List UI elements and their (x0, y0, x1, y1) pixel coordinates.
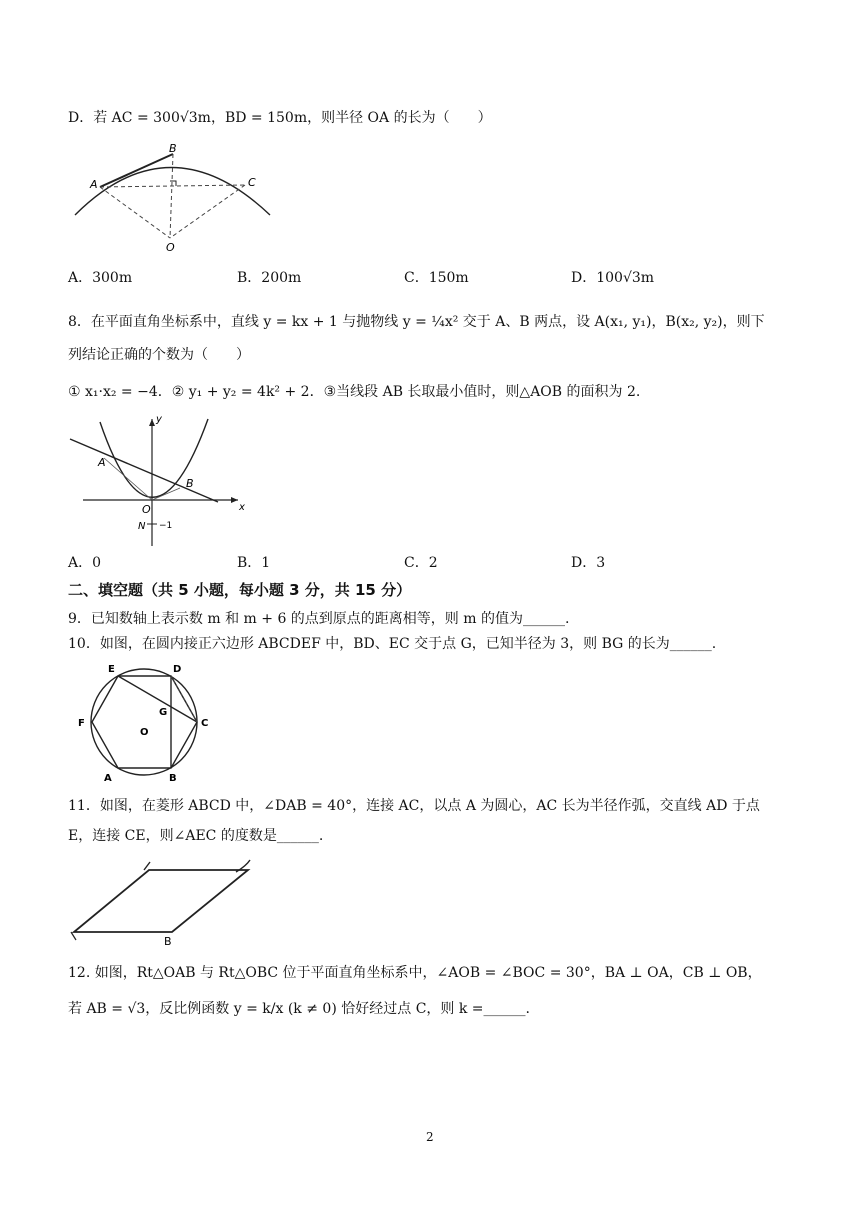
q10-label-d: D (173, 664, 182, 675)
q12-line2: 若 AB = √3，反比例函数 y = k/x (k ≠ 0) 恰好经过点 C，则 k =______. (68, 1001, 530, 1017)
q8-label-o: O (142, 503, 151, 516)
q10-label-o: O (140, 727, 149, 738)
q12-line1: 12. 如图，Rt△OAB 与 Rt△OBC 位于平面直角坐标系中，∠AOB = ∠BOC = 30°，BA ⊥ OA，CB ⊥ OB， (68, 965, 762, 981)
q8-figure (68, 414, 248, 549)
q11-label-b: B (164, 935, 172, 947)
q10-label-b: B (169, 773, 177, 784)
q10-figure (70, 660, 220, 785)
q11-line2: E，连接 CE，则∠AEC 的度数是______. (68, 828, 324, 844)
q7-label-b: B (169, 142, 177, 155)
q8-label-n: N (138, 521, 146, 532)
q11-figure (68, 852, 258, 947)
q8-line2: 列结论正确的个数为（ ） (68, 347, 250, 363)
q7-figure (70, 140, 280, 255)
q8-line3: ① x₁·x₂ = −4．② y₁ + y₂ = 4k² + 2．③当线段 AB 长取最小值时，则△AOB 的面积为 2. (68, 384, 641, 400)
q8-label-x: x (239, 502, 245, 513)
q8-option-d: D．3 (571, 555, 606, 571)
q7-option-d: D．100√3m (571, 270, 655, 286)
q7-label-a: A (90, 178, 98, 191)
q8-line1: 8．在平面直角坐标系中，直线 y = kx + 1 与抛物线 y = ¼x² 交于 A、B 两点，设 A(x₁, y₁)，B(x₂, y₂)，则下 (68, 314, 765, 330)
q10-label-f: F (78, 718, 85, 729)
q8-label-a: A (98, 456, 106, 469)
q7-option-c: C．150m (404, 270, 469, 286)
page-number: 2 (426, 1130, 434, 1144)
q10-label-a: A (104, 773, 112, 784)
q8-option-c: C．2 (404, 555, 438, 571)
section-2-title: 二、填空题（共 5 小题，每小题 3 分，共 15 分） (68, 581, 412, 599)
q7-option-a: A．300m (68, 270, 133, 286)
q10-text: 10．如图，在圆内接正六边形 ABCDEF 中，BD、EC 交于点 G，已知半径为 3，则 BG 的长为______. (68, 636, 717, 652)
q11-line1: 11．如图，在菱形 ABCD 中，∠DAB = 40°，连接 AC，以点 A 为圆心，AC 长为半径作弧，交直线 AD 于点 (68, 798, 760, 814)
q7-option-b: B．200m (237, 270, 302, 286)
q10-label-c: C (201, 718, 209, 729)
q9-text: 9．已知数轴上表示数 m 和 m + 6 的点到原点的距离相等，则 m 的值为______. (68, 611, 570, 627)
q7-label-o: O (166, 241, 175, 254)
q7-label-c: C (248, 176, 256, 189)
q8-label-b: B (186, 477, 194, 490)
q10-label-g: G (159, 707, 168, 718)
q8-label-y: y (156, 414, 162, 425)
q7d-text: D．若 AC = 300√3m，BD = 150m，则半径 OA 的长为（ ） (68, 110, 492, 126)
q8-option-b: B．1 (237, 555, 271, 571)
q10-label-e: E (108, 664, 115, 675)
q8-option-a: A．0 (68, 555, 102, 571)
q8-label-minus1: −1 (159, 521, 173, 531)
